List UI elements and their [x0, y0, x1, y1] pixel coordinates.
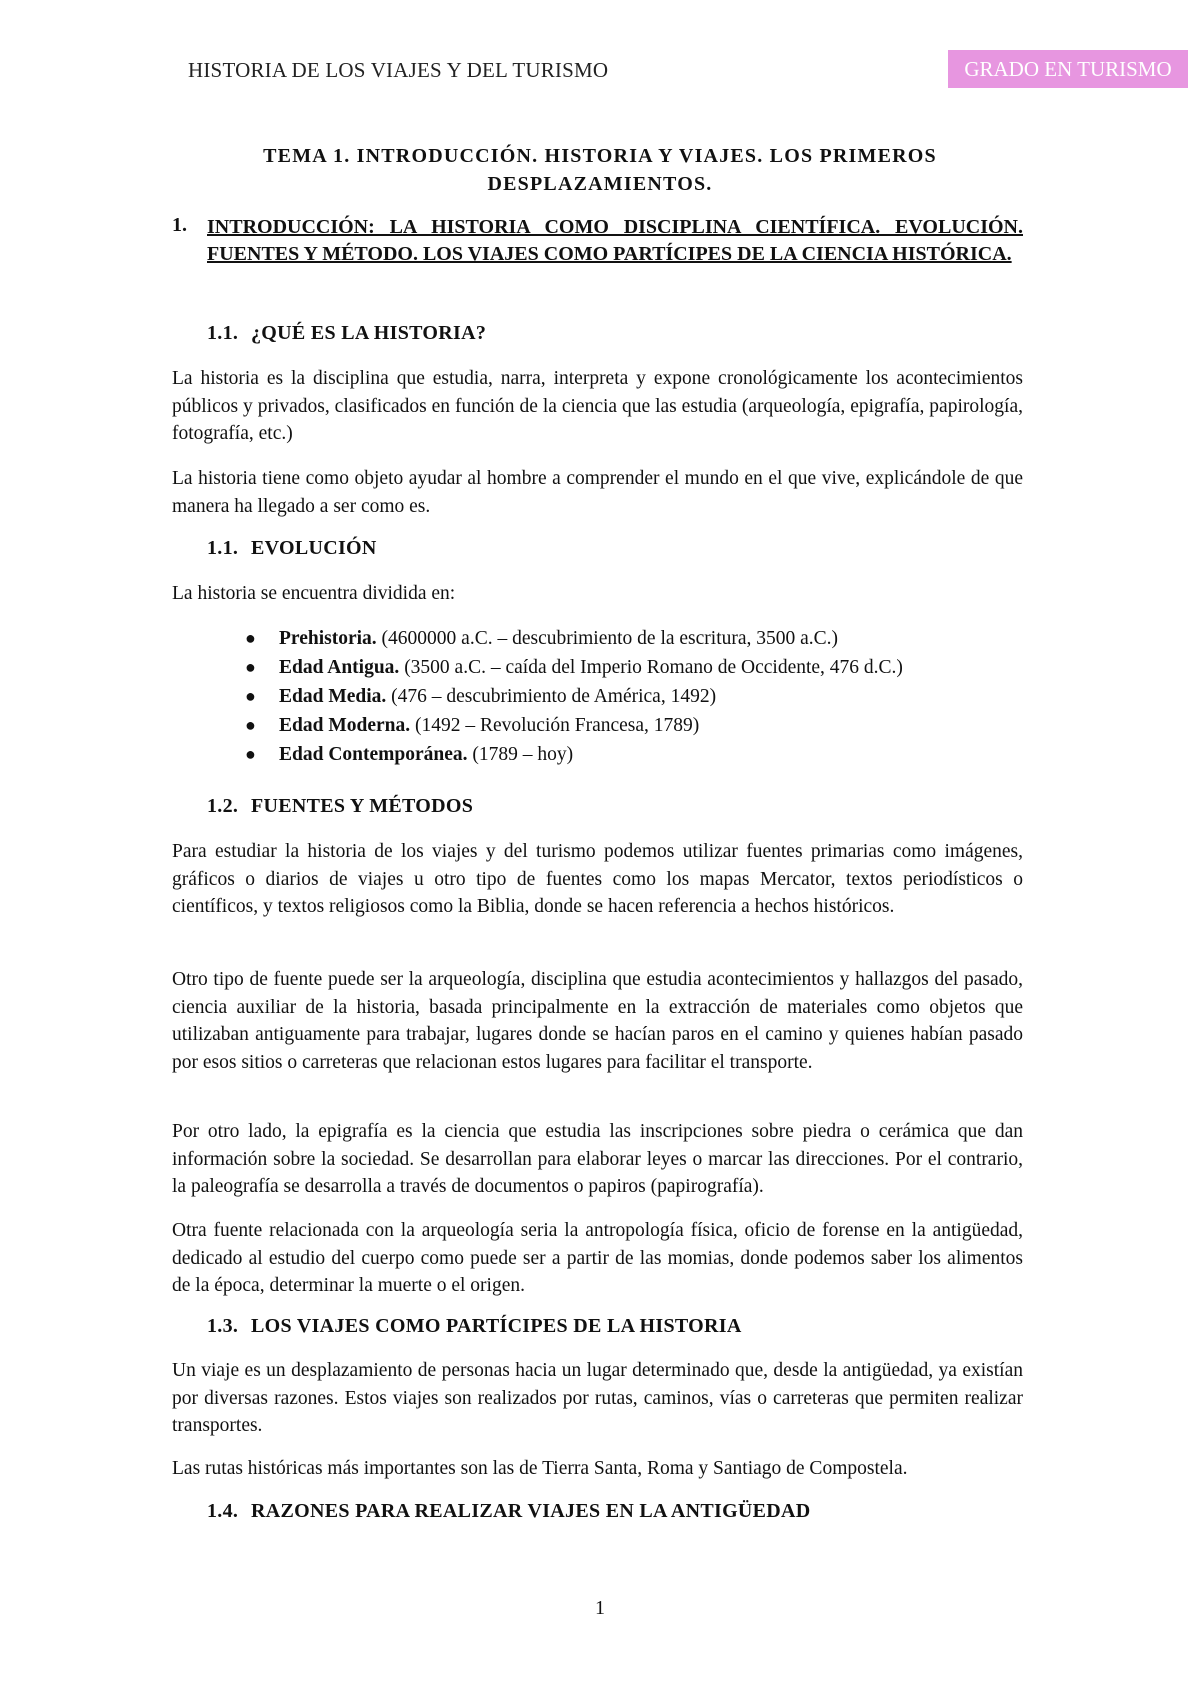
paragraph: La historia tiene como objeto ayudar al hombre a comprender el mundo en el que vive, explicándole de que manera ha llegado a ser como es.	[172, 468, 1023, 517]
heading-number: 1.1.	[207, 322, 239, 344]
list-item	[172, 740, 1023, 769]
paragraph: Las rutas históricas más importantes son las de Tierra Santa, Roma y Santiago de Compostela.	[172, 1458, 908, 1479]
paragraph: Otro tipo de fuente puede ser la arqueología, disciplina que estudia acontecimientos y hallazgos del pasado, ciencia auxiliar de la historia, basada principalmente en la extracción de materiales como objetos que utilizaban antiguamente para trabajar, lugares donde se hacían paros en el camino y quienes habían pasado por esos sitios o carreteras que relacionan estos lugares para facilitar el transporte.	[172, 969, 1023, 1073]
page-title	[170, 142, 1030, 198]
period-range: (1789 – hoy)	[467, 744, 574, 765]
period-range: (1492 – Revolución Francesa, 1789)	[410, 715, 700, 736]
heading-text: LOS VIAJES COMO PARTÍCIPES DE LA HISTORIA	[251, 1315, 742, 1337]
period-name: Edad Moderna.	[279, 715, 411, 736]
bullet-icon: ●	[245, 657, 256, 677]
bullet-icon: ●	[245, 686, 256, 706]
heading-que-es-la-historia	[207, 322, 486, 345]
period-name: Edad Contemporánea.	[279, 744, 468, 765]
heading-text: EVOLUCIÓN	[251, 537, 377, 559]
paragraph: La historia se encuentra dividida en:	[172, 583, 456, 604]
heading-text: ¿QUÉ ES LA HISTORIA?	[251, 322, 487, 344]
list-item	[172, 682, 1023, 711]
period-name: Prehistoria.	[279, 628, 377, 649]
paragraph: Para estudiar la historia de los viajes y del turismo podemos utilizar fuentes primarias como imágenes, gráficos o diarios de viajes u otro tipo de fuentes como los mapas Mercator, textos periodísticos o científicos, y textos religiosos como la Biblia, donde se hacen referencia a hechos históricos.	[172, 841, 1023, 917]
period-name: Edad Antigua.	[279, 657, 400, 678]
course-header: HISTORIA DE LOS VIAJES Y DEL TURISMO	[188, 58, 609, 82]
list-item	[172, 711, 1023, 740]
periods-list	[172, 624, 1023, 769]
heading-number: 1.2.	[207, 795, 239, 817]
section-1-number: 1.	[172, 214, 187, 236]
heading-razones-viajes	[207, 1500, 811, 1523]
bullet-icon: ●	[245, 715, 256, 735]
degree-badge: GRADO EN TURISMO	[948, 50, 1188, 88]
period-name: Edad Media.	[279, 686, 387, 707]
paragraph: Otra fuente relacionada con la arqueología seria la antropología física, oficio de forense en la antigüedad, dedicado al estudio del cuerpo como puede ser a partir de las momias, donde podemos saber los alimentos de la época, determinar la muerte o el origen.	[172, 1220, 1023, 1296]
heading-number: 1.1.	[207, 537, 239, 559]
period-range: (4600000 a.C. – descubrimiento de la escritura, 3500 a.C.)	[376, 628, 839, 649]
title-line-2: DESPLAZAMIENTOS.	[487, 173, 713, 195]
period-range: (476 – descubrimiento de América, 1492)	[386, 686, 717, 707]
heading-number: 1.3.	[207, 1315, 239, 1337]
list-item	[172, 624, 1023, 653]
heading-evolucion	[207, 537, 377, 560]
section-1-heading: INTRODUCCIÓN: LA HISTORIA COMO DISCIPLINA CIENTÍFICA. EVOLUCIÓN. FUENTES Y MÉTODO. LOS VIAJES COMO PARTÍCIPES DE LA CIENCIA HISTÓRICA.	[207, 216, 1023, 265]
paragraph: Un viaje es un desplazamiento de personas hacia un lugar determinado que, desde la antigüedad, ya existían por diversas razones. Estos viajes son realizados por rutas, caminos, vías o carreteras que permiten realizar transportes.	[172, 1360, 1023, 1436]
period-range: (3500 a.C. – caída del Imperio Romano de Occidente, 476 d.C.)	[399, 657, 903, 678]
heading-fuentes-y-metodos	[207, 795, 473, 818]
heading-number: 1.4.	[207, 1500, 239, 1522]
heading-viajes-participes	[207, 1315, 742, 1338]
heading-text: RAZONES PARA REALIZAR VIAJES EN LA ANTIGÜEDAD	[251, 1500, 811, 1522]
heading-text: FUENTES Y MÉTODOS	[251, 795, 474, 817]
paragraph: La historia es la disciplina que estudia, narra, interpreta y expone cronológicamente los acontecimientos públicos y privados, clasificados en función de la ciencia que las estudia (arqueología, epigrafía, papirología, fotografía, etc.)	[172, 368, 1023, 444]
title-line-1: TEMA 1. INTRODUCCIÓN. HISTORIA Y VIAJES. LOS PRIMEROS	[263, 145, 937, 167]
list-item	[172, 653, 1023, 682]
paragraph: Por otro lado, la epigrafía es la ciencia que estudia las inscripciones sobre piedra o cerámica que dan información sobre la sociedad. Se desarrollan para elaborar leyes o marcar las direcciones. Por el contrario, la paleografía se desarrolla a través de documentos o papiros (papirografía).	[172, 1121, 1023, 1197]
bullet-icon: ●	[245, 628, 256, 648]
page-number: 1	[595, 1597, 605, 1619]
bullet-icon: ●	[245, 744, 256, 764]
